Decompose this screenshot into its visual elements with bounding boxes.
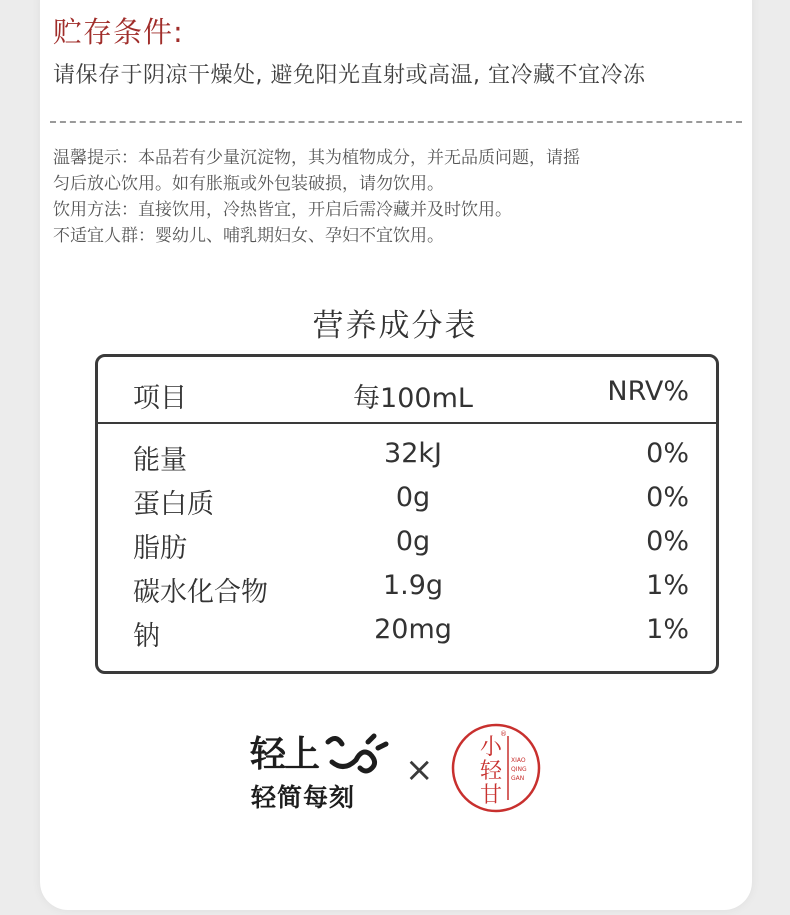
tips-block — [53, 145, 743, 249]
tip-line: 不适宜人群：婴幼儿、哺乳期妇女、孕妇不宜饮用。 — [53, 226, 444, 246]
row-value: 20mg — [374, 614, 452, 645]
row-nrv: 1% — [646, 614, 689, 645]
registered-mark: ® — [500, 730, 507, 738]
row-value: 0g — [395, 482, 431, 513]
row-nrv: 1% — [646, 570, 689, 601]
storage-title: 贮存条件: — [53, 15, 184, 49]
header-divider — [98, 422, 716, 424]
brand-logos — [0, 700, 790, 850]
partner-char: 小 — [480, 735, 503, 760]
row-name: 碳水化合物 — [133, 577, 268, 608]
row-name: 钠 — [133, 621, 160, 652]
row-name: 脂肪 — [133, 533, 187, 564]
partner-char: 甘 — [480, 783, 503, 808]
storage-text: 请保存于阴凉干燥处, 避免阳光直射或高温, 宜冷藏不宜冷冻 — [53, 63, 646, 88]
row-value: 32kJ — [384, 438, 442, 469]
heart-swirl-icon — [322, 728, 392, 778]
partner-pinyin: QING — [511, 766, 527, 773]
header-per100ml: 每100mL — [353, 383, 473, 414]
row-nrv: 0% — [646, 526, 689, 557]
collab-separator: × — [405, 750, 434, 790]
tip-line: 温馨提示：本品若有少量沉淀物，其为植物成分，并无品质问题，请摇 — [53, 148, 580, 168]
row-value: 0g — [395, 526, 431, 557]
partner-char: 轻 — [480, 759, 503, 784]
row-value: 1.9g — [382, 570, 444, 601]
row-nrv: 0% — [646, 482, 689, 513]
partner-pinyin: XIAO — [511, 757, 526, 764]
tip-line: 饮用方法：直接饮用，冷热皆宜，开启后需冷藏并及时饮用。 — [53, 200, 512, 220]
row-name: 能量 — [133, 445, 187, 476]
tip-line: 匀后放心饮用。如有胀瓶或外包装破损，请勿饮用。 — [53, 174, 444, 194]
nutrition-title: 营养成分表 — [312, 308, 478, 344]
header-nrv: NRV% — [607, 376, 689, 407]
xiaoqinggan-seal-logo — [450, 722, 542, 814]
brand-slogan: 轻简每刻 — [251, 783, 356, 812]
header-item: 项目 — [133, 383, 187, 414]
nutrition-table — [95, 354, 719, 674]
row-name: 蛋白质 — [133, 489, 214, 520]
row-nrv: 0% — [646, 438, 689, 469]
partner-pinyin: GAN — [511, 775, 525, 782]
brand-logo-text: 轻上 — [250, 734, 319, 775]
dashed-divider — [50, 121, 742, 123]
